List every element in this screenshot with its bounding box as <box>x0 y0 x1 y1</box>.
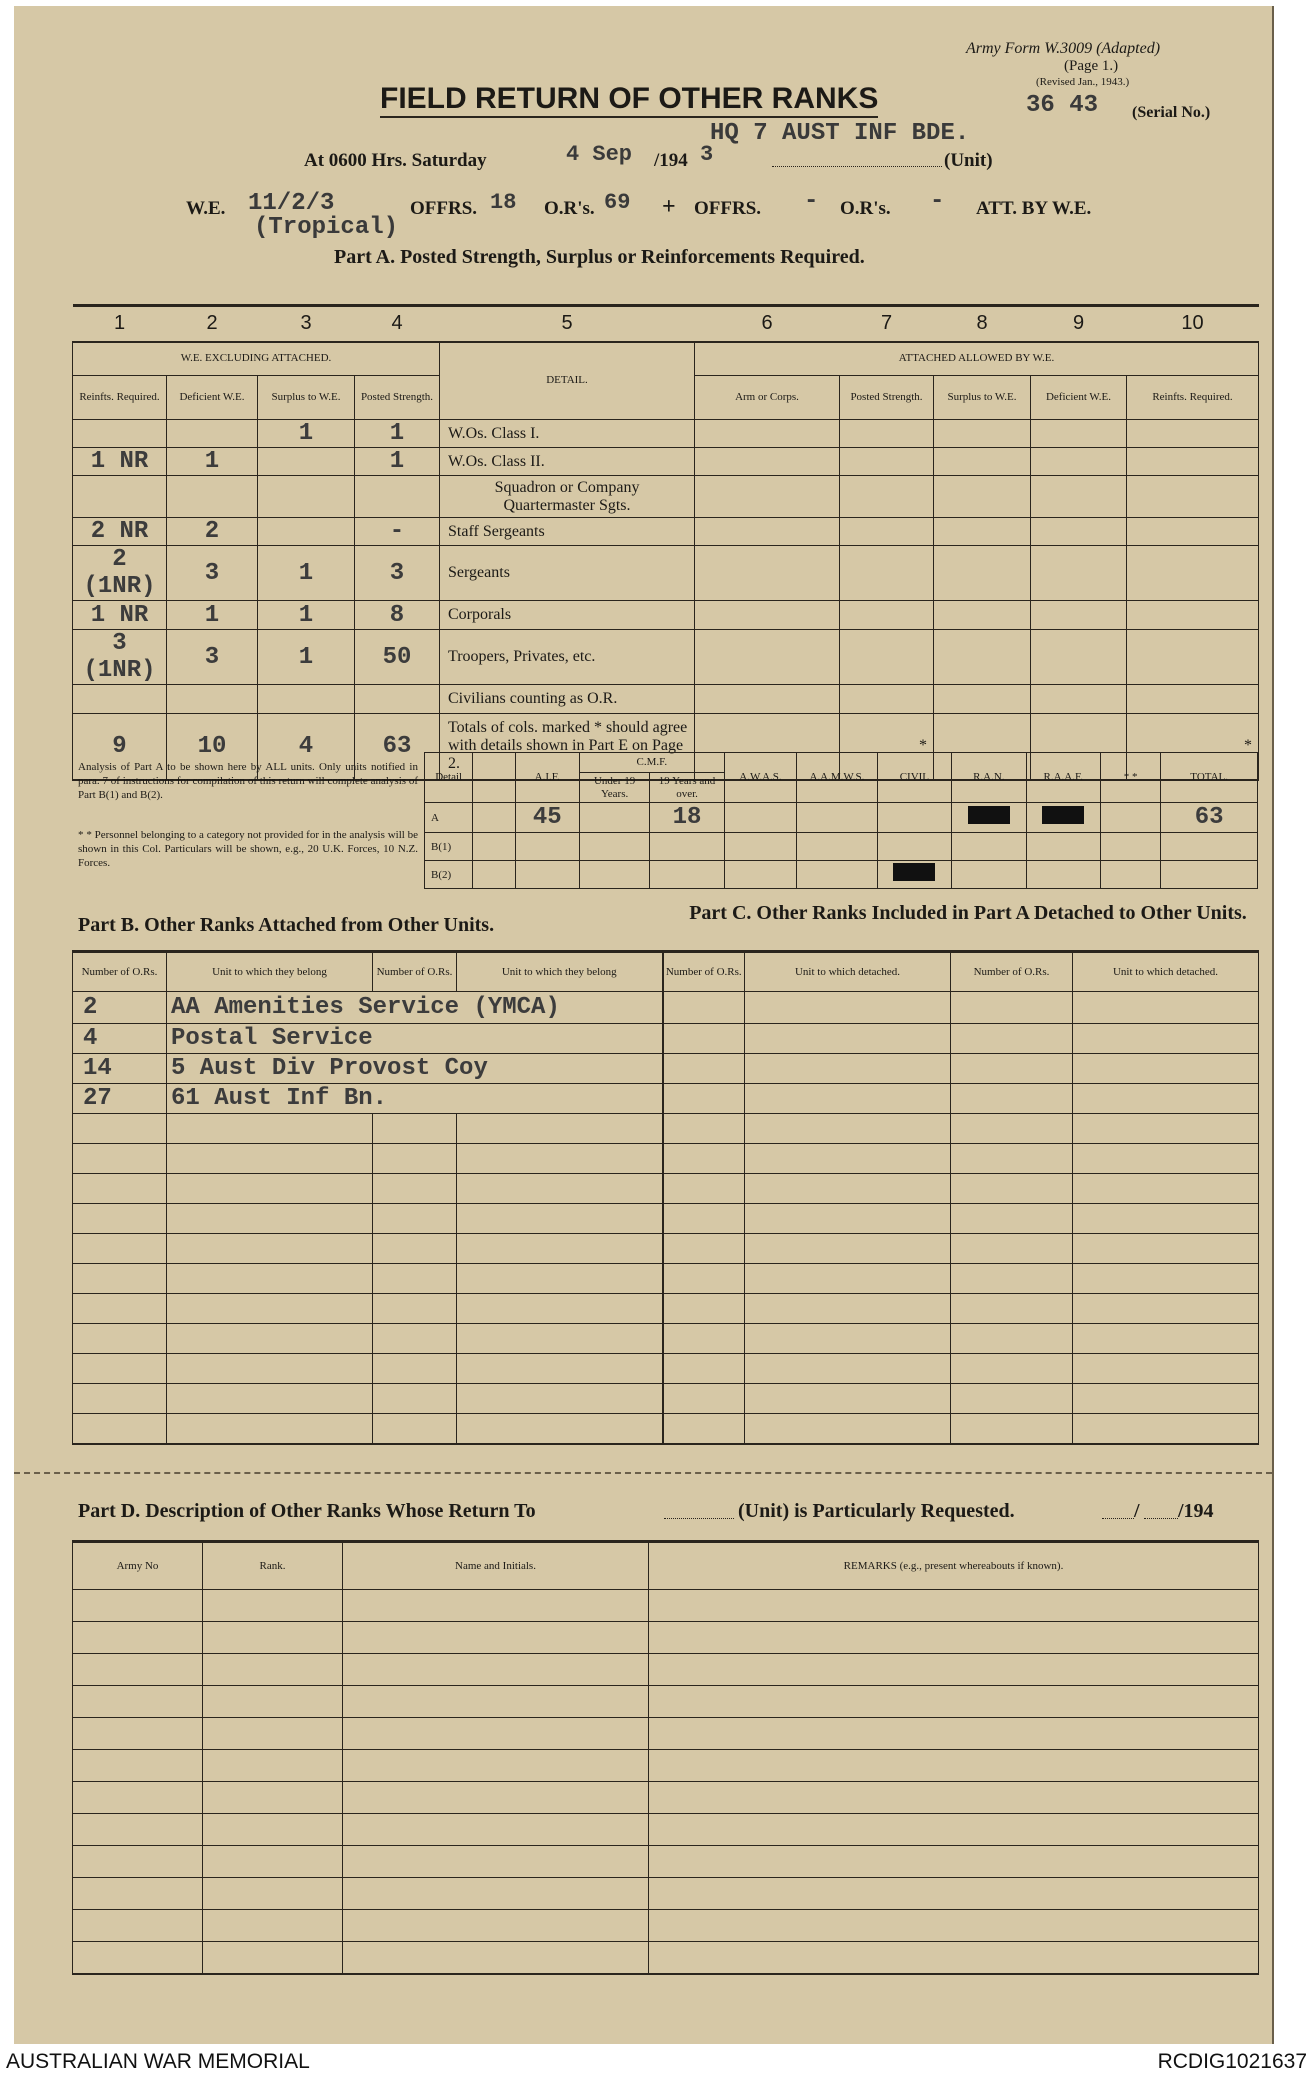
footer-right: RCDIG1021637 <box>1157 2050 1307 2073</box>
col-number: 1 <box>113 312 126 335</box>
cell-detail: Troopers, Privates, etc. <box>440 630 695 685</box>
offrs-label: OFFRS. <box>410 198 478 219</box>
analysis-total <box>1161 861 1258 889</box>
part-d-date-line <box>1102 1518 1134 1519</box>
part-d-header-army-no: Army No <box>73 1542 203 1590</box>
part-c-header-num: Number of O.Rs. <box>663 952 745 992</box>
cell-surplus: 1 <box>258 630 355 685</box>
table-row <box>73 448 1259 476</box>
part-b-unit: 61 Aust Inf Bn. <box>167 1084 663 1114</box>
part-d-date-tail: /194 <box>1178 1500 1214 1522</box>
analysis-cmf-under <box>579 833 649 861</box>
cell-posted: 3 <box>355 546 440 601</box>
cell-posted <box>355 476 440 518</box>
part-d-date-slash: / <box>1134 1500 1140 1522</box>
table-row <box>73 601 1259 630</box>
table-row <box>73 546 1259 601</box>
part-d-header-remarks: REMARKS (e.g., present whereabouts if known). <box>649 1542 1259 1590</box>
part-b-header-unit-2: Unit to which they belong <box>457 952 663 992</box>
header-deficient-att: Deficient W.E. <box>1031 376 1127 420</box>
part-b-row <box>73 1084 1259 1114</box>
cell-posted: 50 <box>355 630 440 685</box>
col-number: 5 <box>561 312 573 335</box>
page-label: (Page 1.) <box>1064 58 1119 74</box>
cell-deficient: 1 <box>167 448 258 476</box>
analysis-aif: 45 <box>515 803 579 833</box>
part-d-header-rank: Rank. <box>203 1542 343 1590</box>
form-sheet <box>14 6 1274 2044</box>
ors-label: O.R's. <box>544 198 595 219</box>
col-number: 2 <box>206 312 218 335</box>
we-value: 11/2/3 <box>248 190 335 217</box>
date-value: 4 Sep <box>566 142 633 167</box>
form-name: Army Form W.3009 (Adapted) <box>966 40 1161 57</box>
serial-number: 36 43 <box>1026 92 1099 119</box>
star-mark: * <box>840 714 934 780</box>
part-b-num: 14 <box>73 1054 167 1084</box>
revised-note: (Revised Jan., 1943.) <box>1036 76 1130 88</box>
year-suffix: 3 <box>700 142 714 167</box>
cell-posted: 8 <box>355 601 440 630</box>
analysis-table <box>424 752 1258 889</box>
analysis-note-2: * * Personnel belonging to a category not provided for in the analysis will be shown in this Col. Particulars will be shown, e.g., 20 U.K. Forces, 10 N.Z. Forces. <box>78 829 418 869</box>
cell-posted: 1 <box>355 448 440 476</box>
header-posted: Posted Strength. <box>355 376 440 420</box>
cell-detail: W.Os. Class II. <box>440 448 695 476</box>
ors-value: 69 <box>604 190 631 215</box>
footer-left: AUSTRALIAN WAR MEMORIAL <box>6 2050 310 2073</box>
analysis-civil-header: CIVIL <box>877 753 951 803</box>
cell-posted: 1 <box>355 420 440 448</box>
cell-reinf: 3 (1NR) <box>73 630 167 685</box>
analysis-aif-header: A.I.F. <box>515 753 579 803</box>
part-b-unit: AA Amenities Service (YMCA) <box>167 992 663 1024</box>
analysis-awas-header: A.W.A.S. <box>724 753 796 803</box>
redaction <box>877 861 951 889</box>
analysis-row-label: B(1) <box>425 833 473 861</box>
analysis-cmf-header: C.M.F. <box>579 753 724 773</box>
header-arm: Arm or Corps. <box>695 376 840 420</box>
analysis-aif <box>515 861 579 889</box>
unit-line <box>772 166 942 167</box>
header-deficient: Deficient W.E. <box>167 376 258 420</box>
cmf-under-header: Under 19 Years. <box>579 773 649 803</box>
plus-sign: + <box>662 194 676 220</box>
part-d-table <box>72 1540 1259 1975</box>
part-c-header-num-2: Number of O.Rs. <box>951 952 1073 992</box>
analysis-cmf-under <box>579 861 649 889</box>
part-b-unit: 5 Aust Div Provost Coy <box>167 1054 663 1084</box>
serial-label: (Serial No.) <box>1132 104 1211 121</box>
cell-surplus <box>258 448 355 476</box>
we-label: W.E. <box>186 198 226 219</box>
offrs2-value: - <box>804 188 819 215</box>
cell-detail: Corporals <box>440 601 695 630</box>
header-surplus-att: Surplus to W.E. <box>934 376 1031 420</box>
analysis-row <box>425 833 1258 861</box>
part-c-header-unit-2: Unit to which detached. <box>1073 952 1259 992</box>
group-left-header: W.E. EXCLUDING ATTACHED. <box>73 342 440 376</box>
analysis-aif <box>515 833 579 861</box>
cell-surplus <box>258 476 355 518</box>
total-posted: 63 <box>355 714 440 780</box>
cell-reinf: 1 NR <box>73 601 167 630</box>
analysis-other-header: * * <box>1100 753 1160 803</box>
cell-detail: W.Os. Class I. <box>440 420 695 448</box>
cell-reinf <box>73 685 167 714</box>
analysis-row <box>425 861 1258 889</box>
cell-deficient: 3 <box>167 630 258 685</box>
perforation-line <box>14 1472 1272 1474</box>
cell-surplus: 1 <box>258 420 355 448</box>
part-b-header-num-2: Number of O.Rs. <box>373 952 457 992</box>
total-surplus: 4 <box>258 714 355 780</box>
at-label: At 0600 Hrs. Saturday <box>304 150 487 171</box>
part-c-title: Part C. Other Ranks Included in Part A Detached to Other Units. <box>689 902 1247 924</box>
cell-deficient <box>167 420 258 448</box>
part-b-row <box>73 1024 1259 1054</box>
page-title: FIELD RETURN OF OTHER RANKS <box>380 82 878 118</box>
part-a-table <box>72 304 1259 781</box>
cell-posted: - <box>355 518 440 546</box>
offrs-value: 18 <box>490 190 517 215</box>
header-posted-att: Posted Strength. <box>840 376 934 420</box>
part-b-num: 4 <box>73 1024 167 1054</box>
col-number: 9 <box>1072 312 1085 335</box>
total-reinf: 9 <box>73 714 167 780</box>
totals-detail: Totals of cols. marked * should agree with details shown in Part E on Page 2. <box>440 714 695 780</box>
part-b-unit: Postal Service <box>167 1024 663 1054</box>
analysis-cmf-over <box>650 861 724 889</box>
header-reinf: Reinfts. Required. <box>73 376 167 420</box>
part-b-header-num: Number of O.Rs. <box>73 952 167 992</box>
cell-detail: Squadron or Company Quartermaster Sgts. <box>440 476 695 518</box>
analysis-detail-header: Detail <box>425 753 473 803</box>
group-right-header: ATTACHED ALLOWED BY W.E. <box>695 342 1259 376</box>
table-row <box>73 685 1259 714</box>
cell-reinf <box>73 420 167 448</box>
cell-reinf: 1 NR <box>73 448 167 476</box>
table-row <box>73 476 1259 518</box>
analysis-note: Analysis of Part A to be shown here by ALL units. Only units notified in para. 7 of instructions for compilation of this return will complete analysis of Part B(1) and B(2). <box>78 761 418 801</box>
part-d-header-name: Name and Initials. <box>343 1542 649 1590</box>
cell-surplus <box>258 518 355 546</box>
cell-reinf: 2 NR <box>73 518 167 546</box>
part-c-header-unit: Unit to which detached. <box>745 952 951 992</box>
cell-deficient: 3 <box>167 546 258 601</box>
analysis-row <box>425 803 1258 833</box>
table-row <box>73 518 1259 546</box>
part-d-title: Part D. Description of Other Ranks Whose Return To <box>78 1500 536 1522</box>
redaction <box>1026 803 1100 833</box>
col-number: 6 <box>761 312 773 335</box>
col-number: 3 <box>300 312 312 335</box>
unit-label: (Unit) <box>944 150 993 171</box>
part-b-row <box>73 992 1259 1024</box>
header-reinf-att: Reinfts. Required. <box>1127 376 1259 420</box>
analysis-raaf-header: R.A.A.F. <box>1026 753 1100 803</box>
ors2-value: - <box>930 188 945 215</box>
cell-reinf <box>73 476 167 518</box>
cmf-over-header: 19 Years and over. <box>650 773 724 803</box>
analysis-row-label: B(2) <box>425 861 473 889</box>
cell-deficient <box>167 685 258 714</box>
col-number: 4 <box>391 312 403 335</box>
part-a-title: Part A. Posted Strength, Surplus or Reinforcements Required. <box>334 246 865 268</box>
analysis-cmf-over <box>650 833 724 861</box>
cell-deficient: 1 <box>167 601 258 630</box>
analysis-total-header: TOTAL. <box>1161 753 1258 803</box>
part-b-header-unit: Unit to which they belong <box>167 952 373 992</box>
cell-surplus: 1 <box>258 546 355 601</box>
cell-detail: Sergeants <box>440 546 695 601</box>
analysis-ran-header: R.A.N. <box>952 753 1026 803</box>
part-bc-table <box>72 950 1259 1445</box>
analysis-total: 63 <box>1161 803 1258 833</box>
part-d-unit-label: (Unit) is Particularly Requested. <box>738 1500 1015 1522</box>
redaction <box>952 803 1026 833</box>
we-note: (Tropical) <box>254 214 399 241</box>
part-b-row <box>73 1054 1259 1084</box>
col-number: 7 <box>880 312 893 335</box>
analysis-aamws-header: A.A.M.W.S. <box>797 753 877 803</box>
cell-deficient: 2 <box>167 518 258 546</box>
part-b-num: 27 <box>73 1084 167 1114</box>
unit-value: HQ 7 AUST INF BDE. <box>710 120 970 147</box>
part-d-unit-line <box>664 1518 734 1519</box>
star-mark: * <box>1127 714 1259 780</box>
analysis-row-label: A <box>425 803 473 833</box>
header-surplus: Surplus to W.E. <box>258 376 355 420</box>
cell-surplus <box>258 685 355 714</box>
analysis-cmf-over: 18 <box>650 803 724 833</box>
col-number: 10 <box>1181 312 1204 335</box>
att-label: ATT. BY W.E. <box>976 198 1092 219</box>
analysis-cmf-under <box>579 803 649 833</box>
cell-detail: Staff Sergeants <box>440 518 695 546</box>
detail-header: DETAIL. <box>440 342 695 420</box>
total-deficient: 10 <box>167 714 258 780</box>
part-b-title: Part B. Other Ranks Attached from Other Units. <box>78 914 495 936</box>
cell-surplus: 1 <box>258 601 355 630</box>
part-d-date-line-2 <box>1144 1518 1178 1519</box>
col-number: 8 <box>976 312 988 335</box>
offrs2-label: OFFRS. <box>694 198 762 219</box>
part-b-num: 2 <box>73 992 167 1024</box>
cell-reinf: 2 (1NR) <box>73 546 167 601</box>
year-prefix: /194 <box>654 150 688 171</box>
ors2-label: O.R's. <box>840 198 891 219</box>
analysis-total <box>1161 833 1258 861</box>
table-row <box>73 630 1259 685</box>
cell-deficient <box>167 476 258 518</box>
cell-detail: Civilians counting as O.R. <box>440 685 695 714</box>
table-row <box>73 420 1259 448</box>
cell-posted <box>355 685 440 714</box>
